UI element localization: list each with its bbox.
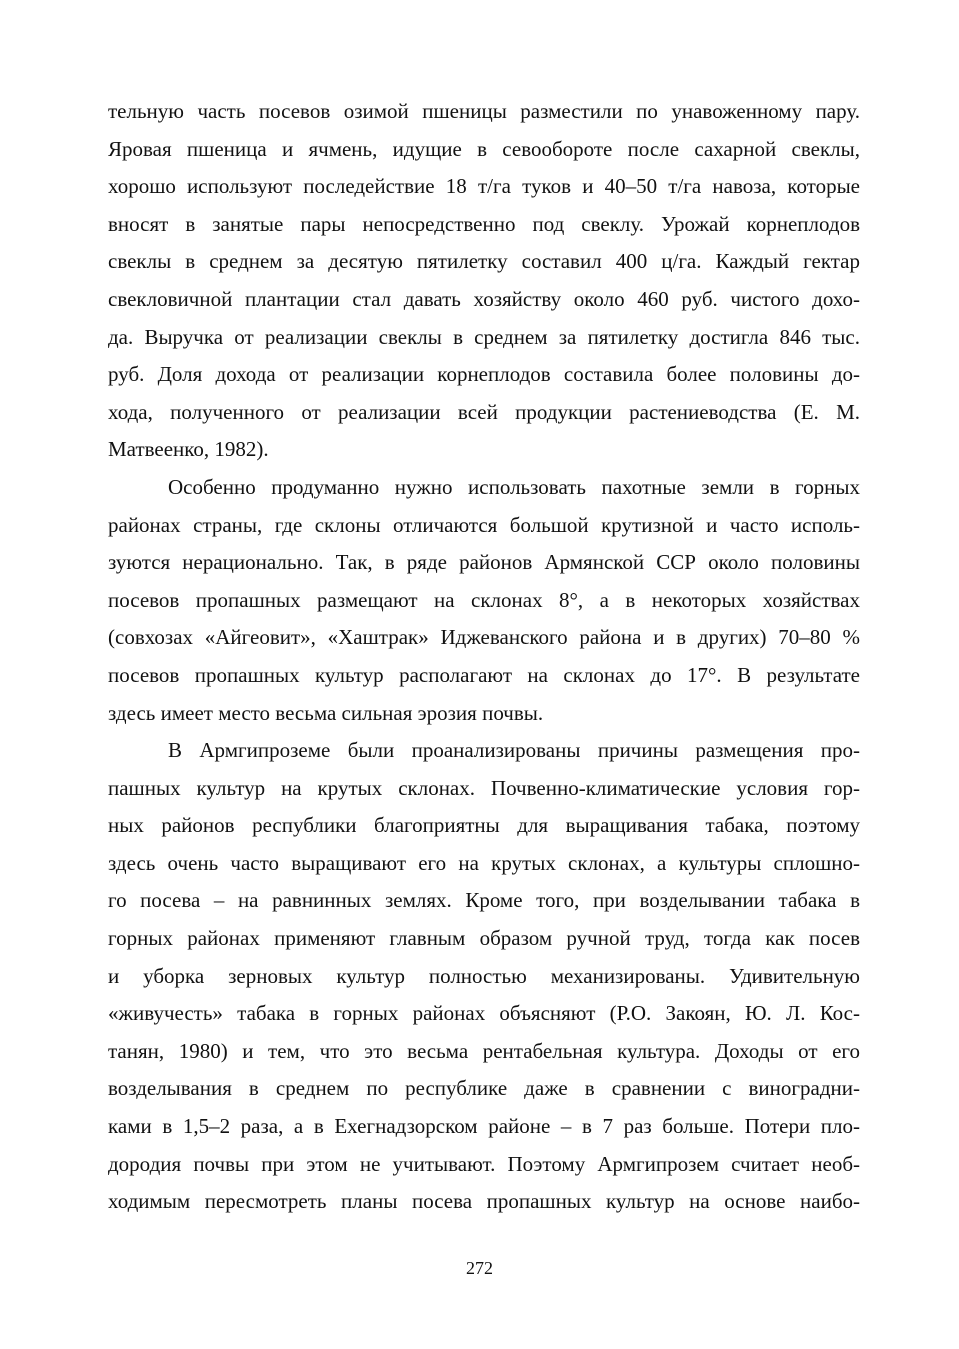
text-line: здесь очень часто выращивают его на крутых склонах, а культуры сплошно- (108, 850, 860, 875)
text-line: Матвеенко, 1982). (108, 437, 269, 462)
text-line: тельную часть посевов озимой пшеницы разместили по унавоженному пару. (108, 99, 860, 123)
text-line: «живучесть» табака в горных районах объясняют (Р.О. Закоян, Ю. Л. Кос- (108, 1001, 860, 1026)
text-line: танян, 1980) и тем, что это весьма рентабельная культура. Доходы от его (108, 1038, 860, 1063)
text-line: здесь имеет место весьма сильная эрозия почвы. (108, 700, 544, 725)
text-line: свекловичной плантации стал давать хозяйству около 460 руб. чистого дохо- (108, 286, 860, 311)
text-line: ных районов республики благоприятны для выращивания табака, поэтому (108, 813, 860, 838)
text-line: районах страны, где склоны отличаются большой крутизной и часто исполь- (108, 512, 860, 537)
text-line: посевов пропашных размещают на склонах 8°, а в некоторых хозяйствах (108, 587, 860, 612)
text-line: (совхозах «Айгеовит», «Хаштрак» Иджеванского района и в других) 70–80 % (108, 625, 860, 650)
text-line: ками в 1,5–2 раза, а в Ехегнадзорском районе – в 7 раз больше. Потери пло- (108, 1114, 860, 1139)
text-line: ходимым пересмотреть планы посева пропашных культур на основе наибо- (108, 1189, 860, 1214)
text-line: посевов пропашных культур располагают на склонах до 17°. В результате (108, 662, 860, 687)
text-line: хода, полученного от реализации всей продукции растениеводства (Е. М. (108, 399, 860, 424)
paragraph-1 (108, 93, 860, 469)
text-line: возделывания в среднем по республике даже в сравнении с виноградни- (108, 1076, 860, 1101)
text-line: Яровая пшеница и ячмень, идущие в севообороте после сахарной свеклы, (108, 136, 860, 161)
page-number: 272 (466, 1258, 493, 1278)
text-line: дородия почвы при этом не учитывают. Поэтому Армгипрозем считает необ- (108, 1151, 860, 1176)
text-line: и уборка зерновых культур полностью механизированы. Удивительную (108, 963, 860, 988)
text-line: руб. Доля дохода от реализации корнеплодов составила более половины до- (108, 362, 860, 387)
text-line: пашных культур на крутых склонах. Почвенно-климатические условия гор- (108, 775, 860, 800)
paragraph-3 (108, 732, 860, 1221)
text-line: зуются нерационально. Так, в ряде районов Армянской ССР около половины (108, 550, 860, 575)
text-line: да. Выручка от реализации свеклы в среднем за пятилетку достигла 846 тыс. (108, 324, 860, 349)
paragraph-2 (108, 469, 860, 732)
text-line: хорошо используют последействие 18 т/га туков и 40–50 т/га навоза, которые (108, 174, 860, 199)
text-line: горных районах применяют главным образом ручной труд, тогда как посев (108, 926, 860, 951)
text-line: свеклы в среднем за десятую пятилетку составил 400 ц/га. Каждый гектар (108, 249, 860, 274)
text-line: го посева – на равнинных землях. Кроме того, при возделывании табака в (108, 888, 860, 913)
text-line: В Армгипроземе были проанализированы причины размещения про- (168, 738, 860, 763)
text-line: вносят в занятые пары непосредственно под свеклу. Урожай корнеплодов (108, 211, 860, 236)
body-text (108, 93, 860, 1221)
text-line: Особенно продуманно нужно использовать пахотные земли в горных (168, 474, 860, 499)
